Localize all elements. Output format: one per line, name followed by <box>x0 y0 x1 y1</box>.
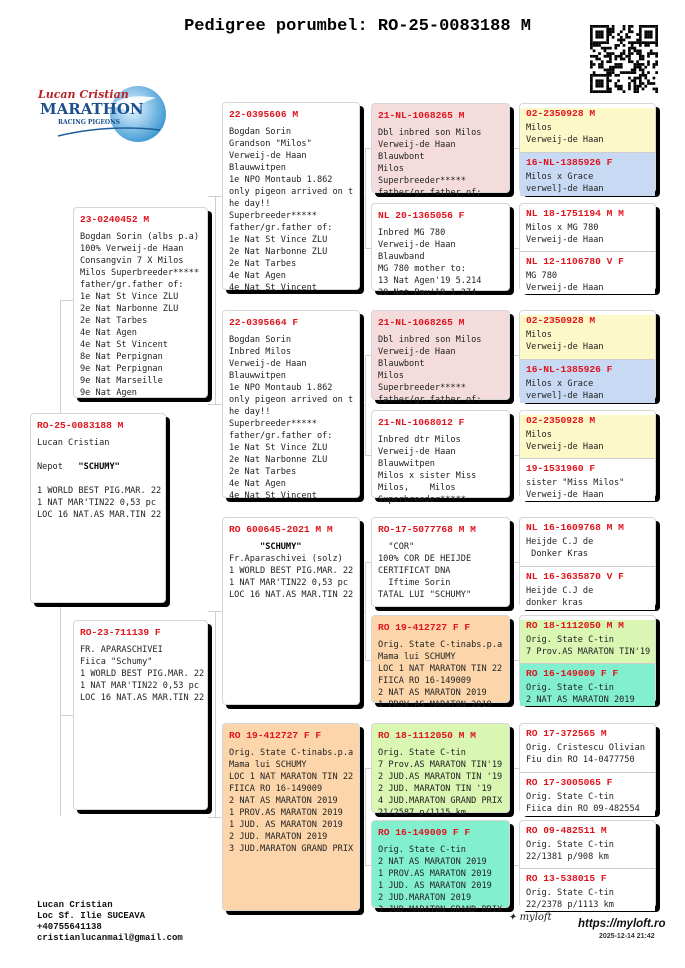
connector-line <box>360 611 365 612</box>
box-line: LOC 1 NAT MARATON TIN 22 <box>229 772 354 782</box>
box-line: 2e Nat Tarbes <box>229 259 297 269</box>
print-date: 2025-12-14 21:42 <box>599 933 655 940</box>
box-line: father/gr.father of: <box>378 188 482 198</box>
box-line: 1 NAT MAR'TIN22 0,53 pc <box>37 498 156 508</box>
sire-entry[interactable] <box>520 620 655 663</box>
connector-line <box>208 196 222 197</box>
box-line: 21/2587 p/1115 km <box>378 808 466 818</box>
myloft-brand: myloft <box>519 912 552 923</box>
box-line: Superbreeder***** <box>378 495 466 505</box>
box-line: LOC 16 NAT.AS MAR.TIN 22 <box>37 510 162 520</box>
dam-entry[interactable] <box>520 251 655 294</box>
box-line: 2e Nat Tarbes <box>229 467 297 477</box>
box-line: 100% Verweij-de Haan <box>80 244 184 254</box>
ring-number: 16-NL-1385926 F <box>526 157 613 168</box>
box-line: 1 WORLD BEST PIG.MAR. 22 <box>37 486 162 496</box>
box-line <box>37 449 165 461</box>
ring-number: NL 18-1751194 M M <box>526 208 624 219</box>
box-line <box>37 473 165 485</box>
box-line: 4e Nat Agen <box>80 328 137 338</box>
box-line: 22/1381 p/908 km <box>526 852 609 862</box>
box-line: Grandson "Milos" <box>229 139 312 149</box>
box-line: 9e Nat Perpignan <box>80 364 163 374</box>
box-line: 4e Nat Agen <box>229 271 286 281</box>
pigeon-notes <box>37 437 165 521</box>
box-line: verwel]-de Haan <box>526 184 604 194</box>
box-line: father/gr.father of: <box>229 223 333 233</box>
box-line: Fiica "Schumy" <box>80 657 153 667</box>
connector-line <box>60 715 73 716</box>
connector-line <box>360 817 365 818</box>
box-line: father/gr.father of: <box>378 395 482 405</box>
box-line: Inbred MG 780 <box>378 228 446 238</box>
connector-line <box>360 405 365 406</box>
ring-number: RO 09-482511 M <box>526 825 607 836</box>
box-line: 1 WORLD BEST PIG.MAR. 22 <box>229 566 354 576</box>
box-line: Bogdan Sorin <box>229 335 292 345</box>
dam-entry[interactable] <box>520 663 655 706</box>
connector-line <box>208 404 222 405</box>
box-line: 1 PROV.AS MARATON 2019 <box>378 700 492 710</box>
box-line: FIICA RO 16-149009 <box>229 784 323 794</box>
great-grandparent-card[interactable] <box>371 615 510 710</box>
box-line: Iftime Sorin <box>378 578 451 588</box>
box-line: Fiica din RO 09-482554 <box>526 804 640 814</box>
great-great-grandparents-card <box>519 517 656 607</box>
ring-number: 21-NL-1068012 F <box>378 417 465 428</box>
box-line: Orig. State C-tin <box>526 635 614 645</box>
pigeon-notes <box>526 742 655 766</box>
box-line: Milos <box>378 371 404 381</box>
box-line: Milos x Grace <box>526 172 594 182</box>
ring-number: 23-0240452 M <box>80 214 150 225</box>
great-grandparent-card[interactable] <box>371 517 510 607</box>
pigeon-notes <box>378 434 509 506</box>
connector-line <box>60 300 73 301</box>
box-line: Blauwwitpen <box>378 459 435 469</box>
contact-info <box>37 900 183 944</box>
dam-entry[interactable] <box>520 772 655 816</box>
box-line: TATAL LUI "SCHUMY" <box>378 590 472 600</box>
dam-entry[interactable] <box>520 359 655 403</box>
box-line: Verweij-de Haan <box>229 359 307 369</box>
ring-number: RO-25-0083188 M <box>37 420 124 431</box>
box-line: Milos <box>526 123 552 133</box>
box-line: Bogdan Sorin (albs p.a) <box>80 232 199 242</box>
great-grandparent-card[interactable] <box>371 820 510 915</box>
dam-entry[interactable] <box>520 152 655 196</box>
sire-entry[interactable] <box>520 728 655 772</box>
box-line: Verweij-de Haan <box>229 151 307 161</box>
box-line: 1 NAT MAR'TIN22 0,53 pc <box>229 578 348 588</box>
connector-line <box>365 768 366 865</box>
box-line: Superbreeder***** <box>229 211 317 221</box>
pigeon-notes <box>229 541 359 601</box>
marathon-logo <box>28 84 168 148</box>
box-line: Superbreeder***** <box>378 383 466 393</box>
box-line: 1 JUD. AS MARATON 2019 <box>229 820 343 830</box>
box-line: Verweij-de Haan <box>378 447 456 457</box>
box-line: 7 Prov.AS MARATON TIN'19 <box>526 647 651 657</box>
box-line: 4e Nat St Vincent <box>229 283 317 293</box>
box-line: 1e Nat St Vince ZLU <box>229 443 328 453</box>
box-line: Superbreeder***** <box>229 419 317 429</box>
pigeon-notes <box>378 334 509 406</box>
box-line: "SCHUMY" <box>260 542 302 552</box>
pigeon-notes <box>526 634 655 658</box>
box-line: Milos x MG 780 <box>526 223 599 233</box>
box-line: 2 JUD. MARATON TIN '19 <box>378 784 492 794</box>
great-great-grandparents-card <box>519 310 656 400</box>
box-line: Mama lui SCHUMY <box>229 760 307 770</box>
pigeon-notes <box>229 747 359 855</box>
ring-number: RO 19-412727 F F <box>229 730 322 741</box>
pigeon-notes <box>526 682 655 706</box>
box-line: LOC 1 NAT MARATON TIN 22 <box>378 664 503 674</box>
dam-entry[interactable] <box>520 566 655 610</box>
ring-number: 19-1531960 F <box>526 463 596 474</box>
ring-number: 02-2350928 M <box>526 108 596 119</box>
great-grandparent-card[interactable] <box>371 310 510 405</box>
box-line: LOC 16 NAT.AS MAR.TIN 22 <box>80 693 205 703</box>
box-line: 2 NAT AS MARATON 2019 <box>526 695 635 705</box>
box-line: FIICA RO 16-149009 <box>378 676 472 686</box>
box-line: Orig. State C-tin <box>526 683 614 693</box>
great-great-grandparents-card <box>519 723 656 813</box>
contact-name: Lucan Cristian <box>37 900 113 910</box>
box-line: Verweij-de Haan <box>526 135 604 145</box>
box-line: 4e Nat St Vincent <box>80 340 168 350</box>
ring-number: NL 16-1609768 M M <box>526 522 624 533</box>
ring-number: 16-NL-1385926 F <box>526 364 613 375</box>
connector-line <box>365 148 366 248</box>
ring-number: RO 18-1112050 M M <box>378 730 476 741</box>
ring-number: RO-23-711139 F <box>80 627 161 638</box>
box-line: 2e Nat Narbonne ZLU <box>229 455 328 465</box>
box-line: Donker Kras <box>526 549 589 559</box>
box-line: Milos <box>526 430 552 440</box>
box-line: Milos Superbreeder***** <box>80 268 199 278</box>
box-line: 20 Nat Pau'19 1.274 <box>378 288 477 298</box>
ring-number: 02-2350928 M <box>526 415 596 426</box>
connector-line <box>215 611 216 817</box>
great-great-grandparents-card <box>519 410 656 498</box>
pigeon-notes <box>526 329 655 353</box>
ring-number: 21-NL-1068265 M <box>378 317 465 328</box>
box-line: 4e Nat Agen <box>229 479 286 489</box>
box-line: Blauwband <box>378 252 425 262</box>
box-line: 1 JUD. AS MARATON 2019 <box>378 881 492 891</box>
box-line: he day!! <box>229 407 271 417</box>
box-line: 1e Nat St Vince ZLU <box>80 292 179 302</box>
box-line: 2 NAT AS MARATON 2019 <box>378 857 487 867</box>
svg-text:RACING PIGEONS: RACING PIGEONS <box>58 119 120 126</box>
ring-number: NL 20-1365056 F <box>378 210 465 221</box>
subject-pigeon-card[interactable] <box>30 413 166 603</box>
box-line: "COR" <box>378 542 415 552</box>
box-line: Inbred Milos <box>229 347 292 357</box>
connector-line <box>360 198 365 199</box>
box-line: Orig. State C-tinabs.p.a <box>378 640 503 650</box>
box-line: 9e Nat Agen <box>80 388 137 398</box>
box-line: 2 NAT AS MARATON 2019 <box>378 688 487 698</box>
myloft-logo <box>508 912 552 923</box>
box-line: verwel]-de Haan <box>526 391 604 401</box>
box-line: 1e NPO Montaub 1.862 <box>229 383 333 393</box>
box-line: Verweij-de Haan <box>378 240 456 250</box>
box-line: 1 PROV.AS MARATON 2019 <box>378 869 492 879</box>
box-line: Orig. Cristescu Olivian <box>526 743 645 753</box>
great-grandparent-card[interactable] <box>371 410 510 505</box>
pigeon-notes <box>526 122 655 146</box>
box-line: Lucan Cristian <box>37 438 110 448</box>
box-line: 2e Nat Tarbes <box>80 316 148 326</box>
box-line: 13 Nat Agen'19 5.214 <box>378 276 482 286</box>
box-line: MG 780 <box>526 271 558 281</box>
box-line: Orig. State C-tinabs.p.a <box>229 748 354 758</box>
box-line: Milos <box>378 164 404 174</box>
dam-entry[interactable] <box>520 868 655 911</box>
ring-number: 22-0395664 F <box>229 317 299 328</box>
pigeon-notes <box>378 541 509 601</box>
box-line: Verweij-de Haan <box>526 235 604 245</box>
ring-number: 22-0395606 M <box>229 109 299 120</box>
connector-line <box>365 562 366 660</box>
sire-entry[interactable] <box>520 415 655 458</box>
box-line: Verweij-de Haan <box>526 442 604 452</box>
pigeon-notes <box>526 536 655 560</box>
box-line: Fr.Aparaschivei (solz) <box>229 554 343 564</box>
sire-entry[interactable] <box>520 522 655 566</box>
connector-line <box>215 196 216 404</box>
great-grandparent-card[interactable] <box>371 203 510 298</box>
connector-line <box>208 611 222 612</box>
box-line: 2 JUD. MARATON 2019 <box>229 832 328 842</box>
ring-number: NL 16-3635870 V F <box>526 571 624 582</box>
box-line: 22/2378 p/1113 km <box>526 900 614 910</box>
ring-number: RO 13-538015 F <box>526 873 607 884</box>
pigeon-notes <box>378 844 509 916</box>
grandparent-card[interactable] <box>222 310 360 501</box>
box-line: sister "Miss Milos" <box>526 478 625 488</box>
ring-number: 02-2350928 M <box>526 315 596 326</box>
box-line: Blauwbont <box>378 359 425 369</box>
ring-number: RO-17-5077768 M M <box>378 524 476 535</box>
sire-entry[interactable] <box>520 825 655 868</box>
box-line: 3 JUD.MARATON GRAND PRIX <box>229 844 354 854</box>
page-title: Pedigree porumbel: RO-25-0083188 M <box>184 17 531 36</box>
ring-number: RO 18-1112050 M M <box>526 620 624 631</box>
box-line: father/gr.father of: <box>229 431 333 441</box>
svg-text:MARATHON: MARATHON <box>40 100 144 118</box>
contact-phone: +40755641138 <box>37 922 102 932</box>
box-line: 8e Nat Perpignan <box>80 352 163 362</box>
box-line: Superbreeder***** <box>378 176 466 186</box>
box-line: Dbl inbred son Milos <box>378 128 482 138</box>
box-line: 2e Nat Narbonne ZLU <box>80 304 179 314</box>
box-line: 2 JUD.MARATON 2019 <box>378 893 472 903</box>
box-line: Consangvin 7 X Milos <box>80 256 184 266</box>
box-line: only pigeon arrived on t <box>229 187 354 197</box>
box-line: Verweij-de Haan <box>526 283 604 293</box>
box-line: Heijde C.J de <box>526 537 594 547</box>
box-line: Verweij-de Haan <box>526 342 604 352</box>
grandparent-card[interactable] <box>222 517 360 705</box>
box-line: Milos x Grace <box>526 379 594 389</box>
box-line: LOC 16 NAT.AS MAR.TIN 22 <box>229 590 354 600</box>
box-line: 9e Nat Marseille <box>80 376 163 386</box>
dam-entry[interactable] <box>520 458 655 501</box>
box-line: Milos <box>526 330 552 340</box>
box-line: 1 WORLD BEST PIG.MAR. 22 <box>80 669 205 679</box>
pigeon-notes <box>526 839 655 863</box>
box-line: Blauwwitpen <box>229 163 286 173</box>
box-line: 1e Nat St Vince ZLU <box>229 235 328 245</box>
pigeon-notes <box>80 644 207 704</box>
box-line: Fiu din RO 14-0477750 <box>526 755 635 765</box>
box-line: Milos, Milos <box>378 483 456 493</box>
pigeon-notes <box>526 585 655 609</box>
ring-number: RO 17-372565 M <box>526 728 607 739</box>
box-line: father/gr.father of: <box>80 280 184 290</box>
sire-card[interactable] <box>73 207 208 398</box>
ring-number: RO 17-3005065 F <box>526 777 613 788</box>
pigeon-notes <box>526 791 655 815</box>
great-great-grandparents-card <box>519 203 656 291</box>
box-line: 7 Prov.AS MARATON TIN'19 <box>378 760 503 770</box>
contact-address: Loc Sf. Ilie SUCEAVA <box>37 911 146 921</box>
box-line: 3 JUD.MARATON GRAND PRIX <box>378 905 503 915</box>
box-line: 2 JUD.AS MARATON TIN '19 <box>378 772 503 782</box>
pigeon-notes <box>526 429 655 453</box>
pigeon-notes <box>526 171 655 195</box>
pigeon-notes <box>229 334 359 502</box>
qr-code <box>590 25 658 93</box>
ring-number: 21-NL-1068265 M <box>378 110 465 121</box>
pigeon-notes <box>526 477 655 501</box>
box-line: Mama lui SCHUMY <box>378 652 456 662</box>
box-line: Orig. State C-tin <box>378 748 466 758</box>
pigeon-notes <box>378 227 509 299</box>
box-line: Milos x sister Miss <box>378 471 477 481</box>
ring-number: RO 19-412727 F F <box>378 622 471 633</box>
box-line: CERTIFICAT DNA <box>378 566 451 576</box>
pigeon-notes <box>526 222 655 246</box>
grandparent-card[interactable] <box>222 723 360 911</box>
dam-card[interactable] <box>73 620 208 810</box>
box-line: Blauwbont <box>378 152 425 162</box>
pigeon-notes <box>378 639 509 711</box>
great-great-grandparents-card <box>519 615 656 703</box>
box-line: Heijde C.J de <box>526 586 594 596</box>
box-line: 100% COR DE HEIJDE <box>378 554 472 564</box>
box-line: 4e Nat St Vincent <box>229 491 317 501</box>
box-line: Bogdan Sorin <box>229 127 292 137</box>
box-line: 1 PROV.AS MARATON 2019 <box>229 808 343 818</box>
box-line: only pigeon arrived on t <box>229 395 354 405</box>
bird-icon: ✦ <box>508 912 517 923</box>
box-line: Orig. State C-tin <box>526 840 614 850</box>
connector-line <box>365 355 366 455</box>
box-line: 2 NAT AS MARATON 2019 <box>229 796 338 806</box>
great-great-grandparents-card <box>519 820 656 908</box>
box-line: FR. APARASCHIVEI <box>80 645 163 655</box>
sire-entry[interactable] <box>520 315 655 359</box>
box-line: Orig. State C-tin <box>526 792 614 802</box>
box-line: MG 780 mother to: <box>378 264 466 274</box>
sire-entry[interactable] <box>520 108 655 152</box>
box-line: Verweij-de Haan <box>378 140 456 150</box>
box-line: donker kras <box>526 598 583 608</box>
pigeon-notes <box>80 231 207 399</box>
pigeon-notes <box>229 126 359 294</box>
ring-number: RO 600645-2021 M M <box>229 524 333 535</box>
box-line: 1 NAT MAR'TIN22 0,53 pc <box>80 681 199 691</box>
box-line: Verweij-de Haan <box>378 347 456 357</box>
box-line: Dbl inbred son Milos <box>378 335 482 345</box>
sire-entry[interactable] <box>520 208 655 251</box>
pigeon-notes <box>526 887 655 911</box>
grandparent-card[interactable] <box>222 102 360 293</box>
pigeon-notes <box>378 127 509 199</box>
box-line: Nepot "SCHUMY" <box>37 462 120 472</box>
connector-line <box>208 817 222 818</box>
ring-number: RO 16-149009 F F <box>378 827 471 838</box>
box-line: Orig. State C-tin <box>378 845 466 855</box>
box-line: 4 JUD.MARATON GRAND PRIX <box>378 796 503 806</box>
box-line: Blauwwitpen <box>229 371 286 381</box>
box-line: Orig. State C-tin <box>526 888 614 898</box>
myloft-link[interactable]: https://myloft.ro <box>578 918 666 930</box>
pigeon-notes <box>526 270 655 294</box>
great-grandparent-card[interactable] <box>371 723 510 818</box>
box-line: Verweij-de Haan <box>526 490 604 500</box>
great-great-grandparents-card <box>519 103 656 193</box>
box-line: Inbred dtr Milos <box>378 435 461 445</box>
contact-email: cristianlucanmail@gmail.com <box>37 933 183 943</box>
svg-text:Lucan Cristian: Lucan Cristian <box>38 88 129 101</box>
box-line: he day!! <box>229 199 271 209</box>
box-line: 2e Nat Narbonne ZLU <box>229 247 328 257</box>
pigeon-notes <box>526 378 655 402</box>
box-line: 1e NPO Montaub 1.862 <box>229 175 333 185</box>
ring-number: RO 16-149009 F F <box>526 668 619 679</box>
ring-number: NL 12-1106780 V F <box>526 256 624 267</box>
pigeon-notes <box>378 747 509 819</box>
great-grandparent-card[interactable] <box>371 103 510 198</box>
